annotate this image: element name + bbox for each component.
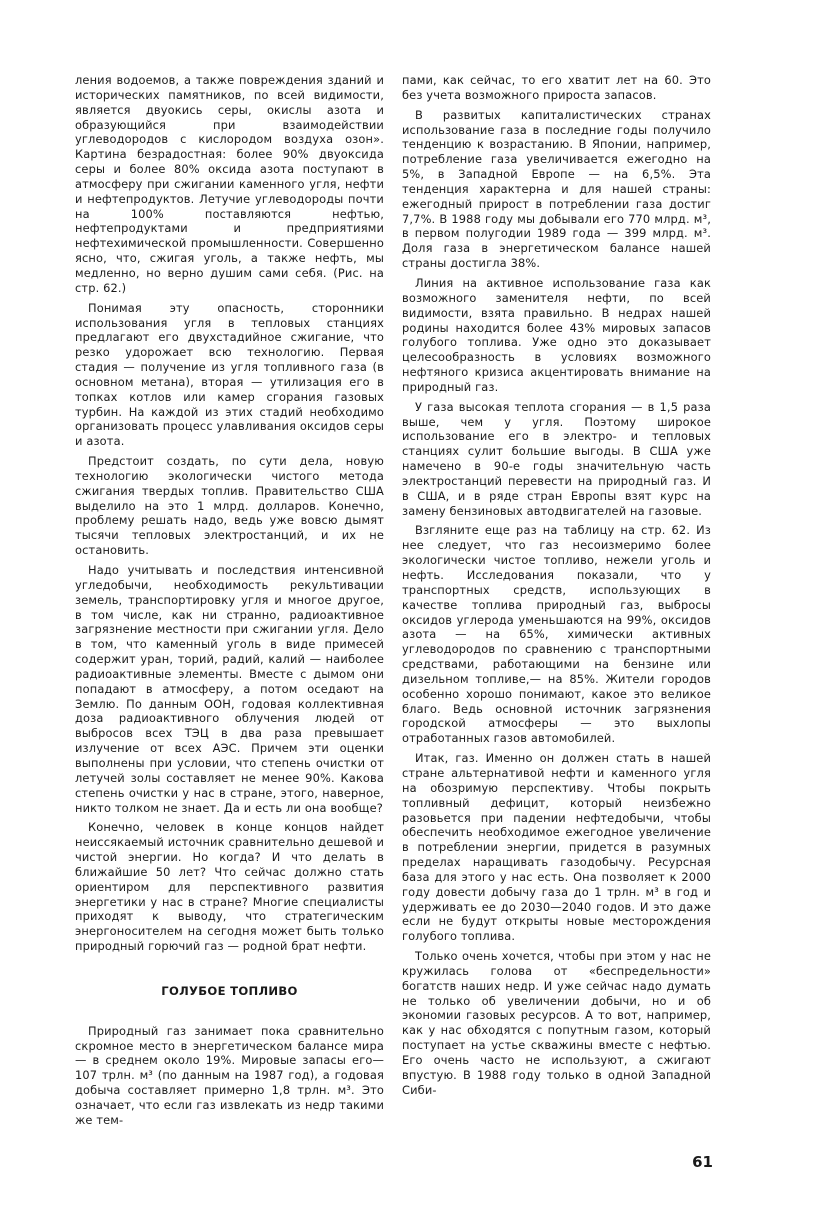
paragraph: Линия на активное использование газа как возможного заменителя нефти, по всей видимости, взята правильно. В недрах нашей родины находится более 43% мировых запасов голубого топлива. Уже одно это доказывает целесообразность в условиях возможного нефтяного кризиса акцентировать внимание на природный газ. [402,275,711,394]
paragraph: ления водоемов, а также повреждения зданий и исторических памятников, по всей видимости, является двуокись серы, окислы азота и образующийся при взаимодействии углеводородов с кислородом воздуха озон». Картина безрадостная: более 90% двуоксида серы и более 80% оксида азота поступают в атмосферу при сжигании каменного угля, нефти и нефтепродуктов. Летучие углеводороды почти на 100% поставляются нефтью, нефтепродуктами и предприятиями нефтехимической промышленности. Совершенно ясно, что, сжигая уголь, а также нефть, мы медленно, но верно душим сами себя. (Рис. на стр. 62.) [75,73,384,295]
paragraph: У газа высокая теплота сгорания — в 1,5 раза выше, чем у угля. Поэтому широкое использование его в электро- и тепловых станциях сулит большие выгоды. В США уже намечено в 90-е годы значительную часть электростанций перевести на природный газ. И в США, и в ряде стран Европы взят курс на замену бензиновых автодвигателей на газовые. [402,399,711,518]
paragraph: Предстоит создать, по сути дела, новую технологию экологически чистого метода сжигания твердых топлив. Правительство США выделило на это 1 млрд. долларов. Конечно, проблему решать надо, ведь уже вовсю дымят тысячи тепловых электростанций, и их не остановить. [75,454,384,558]
right-column [402,73,711,1103]
paragraph: Надо учитывать и последствия интенсивной угледобычи, необходимость рекультивации земель, транспортировку угля и многое другое, в том числе, как ни странно, радиоактивное загрязнение местности при сжигании угля. Дело в том, что каменный уголь в виде примесей содержит уран, торий, радий, калий — наиболее радиоактивные элементы. Вместе с дымом они попадают в атмосферу, а потом оседают на Землю. По данным ООН, годовая коллективная доза радиоактивного облучения людей от выбросов всех ТЭЦ в два раза превышает излучение от всех АЭС. Причем эти оценки выполнены при условии, что степень очистки от летучей золы составляет не менее 90%. Какова степень очистки у нас в стране, этого, наверное, никто толком не знает. Да и есть ли она вообще? [75,563,384,815]
paragraph: Взгляните еще раз на таблицу на стр. 62. Из нее следует, что газ несоизмеримо более экологически чистое топливо, нежели уголь и нефть. Исследования показали, что у транспортных средств, использующих в качестве топлива природный газ, выбросы оксидов углерода уменьшаются на 99%, оксидов азота — на 65%, химически активных углеводородов по сравнению с транспортными средствами, работающими на бензине или дизельном топливе,— на 85%. Жители городов особенно хорошо понимают, какое это великое благо. Ведь основной источник загрязнения городской атмосферы — это выхлопы отработанных газов автомобилей. [402,523,711,746]
paragraph: Природный газ занимает пока сравнительно скромное место в энергетическом балансе мира — в среднем около 19%. Мировые запасы его—107 трлн. м³ (по данным на 1987 год), а годовая добыча составляет примерно 1,8 трлн. м³. Это означает, что если газ извлекать из недр такими же тем- [75,1023,384,1127]
paragraph: пами, как сейчас, то его хватит лет на 60. Это без учета возможного прироста запасов. [402,73,711,102]
paragraph: Итак, газ. Именно он должен стать в нашей стране альтернативой нефти и каменного угля на обозримую перспективу. Чтобы покрыть топливный дефицит, который неизбежно разовьется при падении нефтедобычи, чтобы обеспечить необходимое ежегодное увеличение в потреблении энергии, придется в разумных пределах наращивать газодобычу. Ресурсная база для этого у нас есть. Она позволяет к 2000 году довести добычу газа до 1 трлн. м³ в год и удерживать ее до 2030—2040 годов. И это даже если не будут открыты новые месторождения голубого топлива. [402,751,711,944]
paragraph: В развитых капиталистических странах использование газа в последние годы получило тенденцию к возрастанию. В Японии, например, потребление газа увеличивается ежегодно на 5%, в Западной Европе — на 6,5%. Эта тенденция характерна и для нашей страны: ежегодный прирост в потреблении газа достиг 7,7%. В 1988 году мы добывали его 770 млрд. м³, в первом полугодии 1989 года — 399 млрд. м³. Доля газа в энергетическом балансе нашей страны достигла 38%. [402,107,711,271]
section-heading: ГОЛУБОЕ ТОПЛИВО [161,983,298,998]
paragraph: Понимая эту опасность, сторонники использования угля в тепловых станциях предлагают его двухстадийное сжигание, что резко удорожает всю технологию. Первая стадия — получение из угля топливного газа (в основном метана), вторая — утилизация его в топках котлов или камер сгорания газовых турбин. На каждой из этих стадий необходимо организовать процесс улавливания оксидов серы и азота. [75,300,384,449]
paragraph: Конечно, человек в конце концов найдет неиссякаемый источник сравнительно дешевой и чистой энергии. Но когда? И что делать в ближайшие 50 лет? Что сейчас должно стать ориентиром для перспективного развития энергетики у нас в стране? Многие специалисты приходят к выводу, что стратегическим энергоносителем на сегодня может быть только природный горючий газ — родной брат нефти. [75,820,384,954]
page-number: 61 [692,1153,713,1171]
left-column [75,73,384,1133]
paragraph: Только очень хочется, чтобы при этом у нас не кружилась голова от «беспредельности» богатств наших недр. И уже сейчас надо думать не только об увеличении добычи, но и об экономии газовых ресурсов. А то вот, например, как у нас обходятся с попутным газом, который поступает на устье скважины вместе с нефтью. Его очень часто не используют, а сжигают впустую. В 1988 году только в одной Западной Сиби- [402,949,711,1097]
